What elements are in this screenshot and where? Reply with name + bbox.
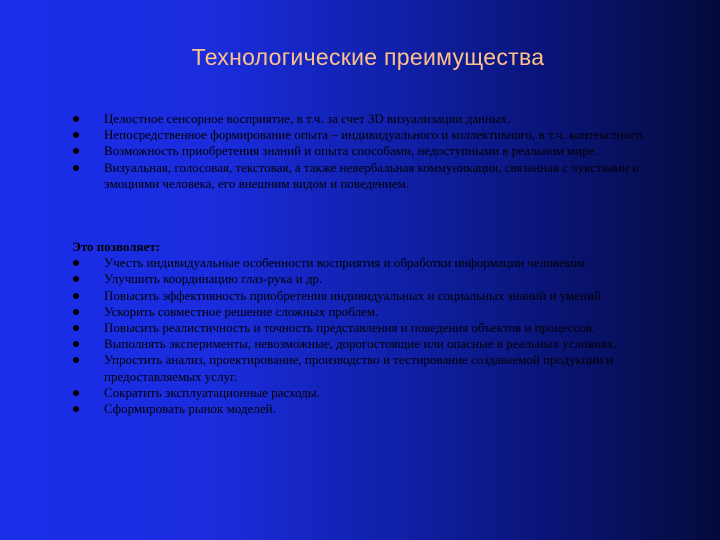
advantages-list [72, 111, 672, 192]
bullet-icon [73, 357, 79, 363]
bullet-icon [73, 293, 79, 299]
list-item-text: Учесть индивидуальные особенности восприятия и обработки информации человеком. [104, 255, 589, 271]
list-item [72, 304, 672, 320]
bullet-icon [73, 390, 79, 396]
bullet-icon [73, 276, 79, 282]
bullet-icon [73, 309, 79, 315]
list-item-text: Возможность приобретения знаний и опыта способами, недоступными в реальном мире. [104, 143, 598, 159]
list-item [72, 111, 672, 127]
benefits-list [72, 239, 672, 417]
bullet-icon [73, 341, 79, 347]
bullet-icon [73, 116, 79, 122]
list-item-text: Упростить анализ, проектирование, производство и тестирование создаваемой продукции и предоставляемых услуг. [104, 352, 614, 384]
benefits-heading: Это позволяет: [72, 239, 161, 254]
list-item-text: Повысить эффективность приобретения индивидуальных и социальных знаний и умений. [104, 287, 605, 303]
list-item [72, 255, 672, 271]
list-item [72, 288, 672, 304]
bullet-icon [73, 406, 79, 412]
list-item [72, 271, 672, 287]
bullet-icon [73, 260, 79, 266]
list-item [72, 143, 672, 159]
list-item [72, 401, 672, 417]
list-item [72, 320, 672, 336]
list-item [72, 385, 672, 401]
bullet-icon [73, 148, 79, 154]
list-item-text: Повысить реалистичность и точность представления и поведения объектов и процессов. [104, 320, 596, 336]
list-item-text: Ускорить совместное решение сложных проблем. [104, 303, 379, 319]
list-item [72, 352, 672, 384]
list-item-text: Выполнять эксперименты, невозможные, дорогостоящие или опасные в реальных условиях. [104, 336, 617, 352]
list-item [72, 160, 672, 192]
bullet-icon [73, 165, 79, 171]
list-item [72, 127, 672, 143]
list-item-text: Сократить эксплуатационные расходы. [104, 384, 320, 400]
list-item-text: Непосредственное формирование опыта – индивидуального и коллективного, в т.ч. контекстного. [104, 127, 646, 143]
list-item-text: Визуальная, голосовая, текстовая, а также невербальная коммуникация, связанная с чувствами и эмоциями человека, его внешним видом и поведением. [104, 159, 639, 191]
bullet-icon [73, 325, 79, 331]
bullet-icon [73, 132, 79, 138]
list-item-text: Сформировать рынок моделей. [104, 401, 276, 417]
list-item [72, 336, 672, 352]
slide-title: Технологические преимущества [191, 44, 545, 70]
list-item-text: Улучшить координацию глаз-рука и др. [104, 271, 323, 287]
list-item-text: Целостное сенсорное восприятие, в т.ч. за счет 3D визуализации данных. [104, 111, 511, 126]
